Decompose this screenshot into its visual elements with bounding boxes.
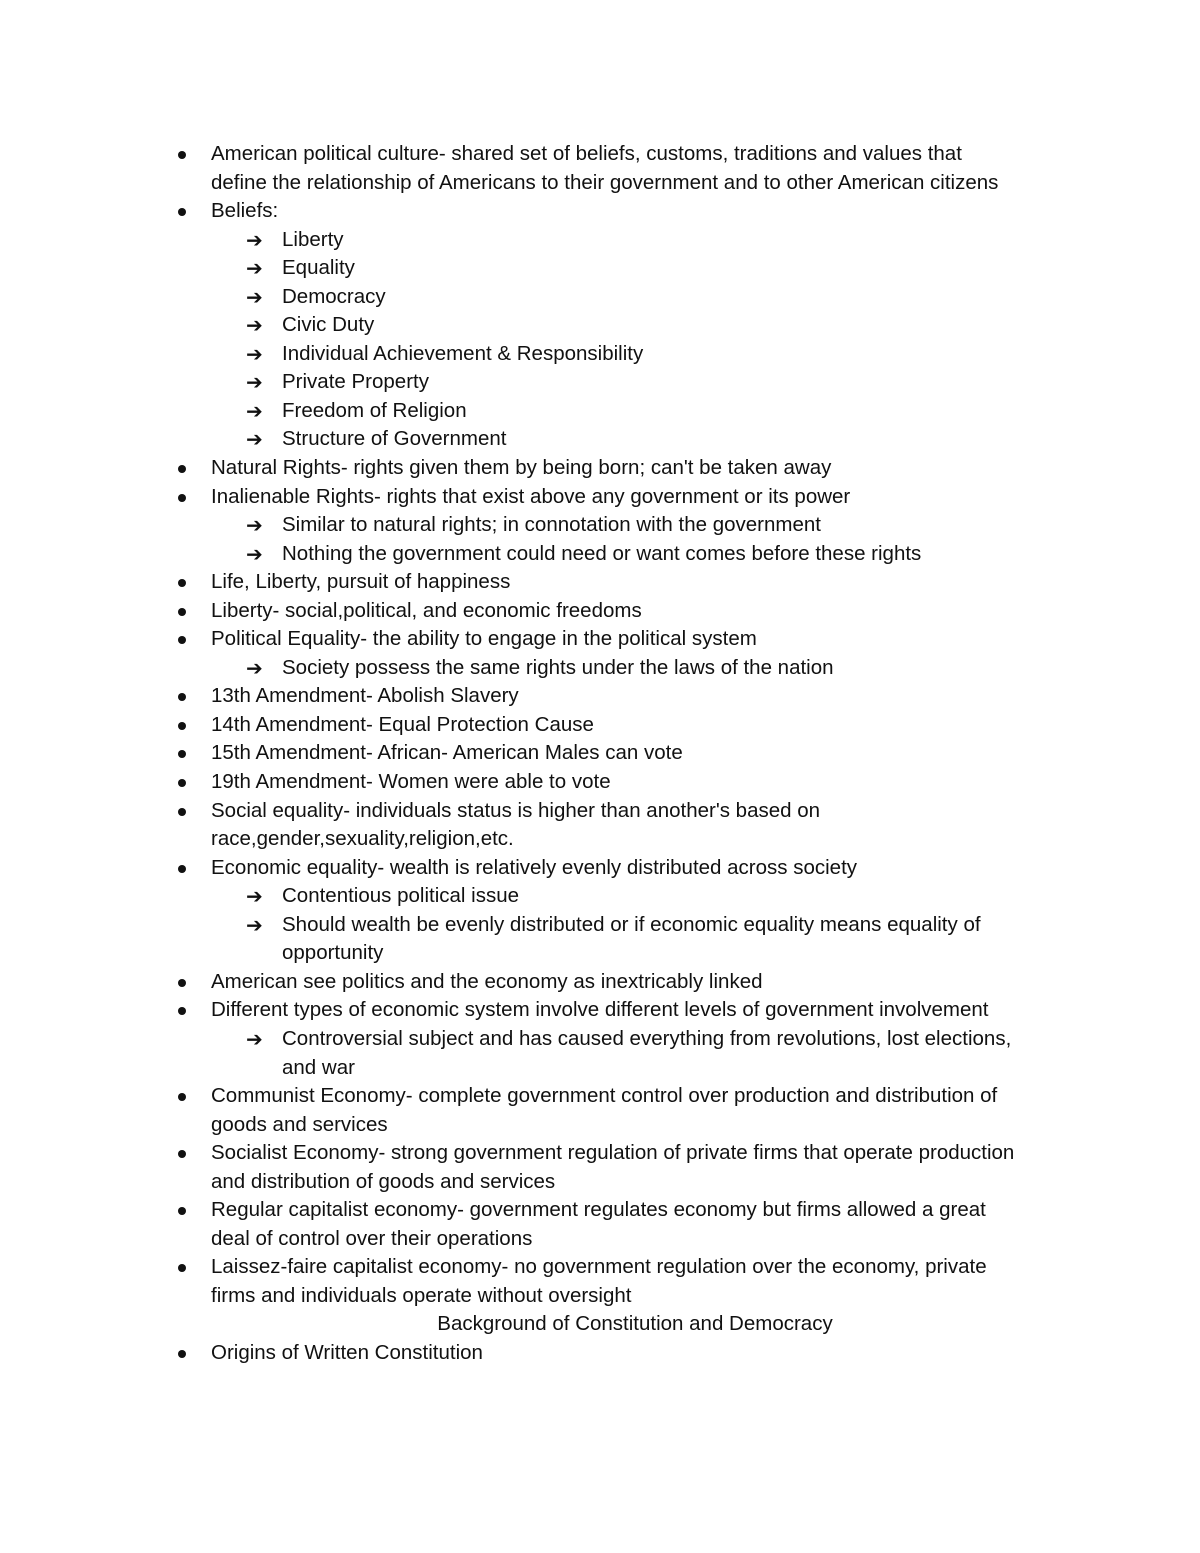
bullet-dot-icon (178, 1264, 186, 1272)
sub-list-item (0, 511, 1200, 540)
line-text: Private Property (282, 370, 429, 394)
line-text: Structure of Government (282, 427, 507, 451)
list-item (0, 854, 1200, 883)
bullet-dot-icon (178, 1093, 186, 1101)
list-item (0, 1339, 1200, 1368)
sub-list-item (0, 311, 1200, 340)
line-text: define the relationship of Americans to their government and to other American citizens (211, 170, 999, 194)
line-text: Similar to natural rights; in connotation with the government (282, 513, 821, 537)
list-item (0, 597, 1200, 626)
list-item (0, 454, 1200, 483)
sub-list-item (0, 226, 1200, 255)
line-text: Origins of Written Constitution (211, 1340, 483, 1364)
arrow-bullet-icon: ➔ (246, 398, 263, 423)
list-item (0, 797, 1200, 826)
line-text: Contentious political issue (282, 884, 520, 908)
arrow-bullet-icon: ➔ (246, 313, 263, 338)
sub-list-item (0, 397, 1200, 426)
line-text: American see politics and the economy as inextricably linked (211, 969, 763, 993)
bullet-dot-icon (178, 608, 186, 616)
line-text: Communist Economy- complete government control over production and distribution of (211, 1084, 998, 1108)
arrow-bullet-icon: ➔ (246, 227, 263, 252)
section-heading (0, 1310, 1200, 1339)
line-text: Liberty- social,political, and economic freedoms (211, 598, 642, 622)
bullet-dot-icon (178, 808, 186, 816)
line-text: American political culture- shared set of beliefs, customs, traditions and values that (211, 142, 962, 165)
line-text: Natural Rights- rights given them by being born; can't be taken away (211, 456, 832, 480)
sub-list-item (0, 654, 1200, 683)
arrow-bullet-icon: ➔ (246, 370, 263, 395)
arrow-bullet-icon: ➔ (246, 256, 263, 281)
list-item (0, 197, 1200, 226)
bullet-dot-icon (178, 722, 186, 730)
sub-list-item (0, 1025, 1200, 1054)
sub-list-item (0, 283, 1200, 312)
line-text: Life, Liberty, pursuit of happiness (211, 570, 511, 594)
line-text: Socialist Economy- strong government regulation of private firms that operate production (211, 1141, 1015, 1165)
arrow-bullet-icon: ➔ (246, 912, 263, 937)
bullet-dot-icon (178, 779, 186, 787)
bullet-dot-icon (178, 693, 186, 701)
line-text: and war (282, 1055, 355, 1079)
line-text: Beliefs: (211, 199, 279, 223)
line-text: Background of Constitution and Democracy (437, 1312, 833, 1336)
sub-list-item (0, 1054, 1200, 1083)
bullet-dot-icon (178, 865, 186, 873)
list-item (0, 1168, 1200, 1197)
list-item (0, 1082, 1200, 1111)
bullet-dot-icon (178, 494, 186, 502)
line-text: Different types of economic system involve different levels of government involvement (211, 998, 989, 1022)
line-text: Inalienable Rights- rights that exist above any government or its power (211, 484, 851, 508)
sub-list-item (0, 911, 1200, 940)
bullet-dot-icon (178, 579, 186, 587)
list-item (0, 768, 1200, 797)
list-item (0, 739, 1200, 768)
list-item (0, 483, 1200, 512)
line-text: and distribution of goods and services (211, 1169, 556, 1193)
bullet-dot-icon (178, 979, 186, 987)
list-item (0, 1253, 1200, 1282)
bullet-dot-icon (178, 465, 186, 473)
line-text: Should wealth be evenly distributed or if economic equality means equality of (282, 912, 981, 936)
bullet-dot-icon (178, 1350, 186, 1358)
list-item (0, 1196, 1200, 1225)
list-item (0, 169, 1200, 198)
line-text: 14th Amendment- Equal Protection Cause (211, 712, 594, 736)
line-text: Controversial subject and has caused everything from revolutions, lost elections, (282, 1026, 1012, 1050)
arrow-bullet-icon: ➔ (246, 884, 263, 909)
sub-list-item (0, 254, 1200, 283)
arrow-bullet-icon: ➔ (246, 541, 263, 566)
line-text: 19th Amendment- Women were able to vote (211, 770, 611, 794)
sub-list-item (0, 368, 1200, 397)
arrow-bullet-icon: ➔ (246, 513, 263, 538)
line-text: opportunity (282, 941, 384, 965)
bullet-dot-icon (178, 1150, 186, 1158)
bullet-dot-icon (178, 208, 186, 216)
list-item (0, 1111, 1200, 1140)
arrow-bullet-icon: ➔ (246, 655, 263, 680)
line-text: Social equality- individuals status is higher than another's based on (211, 798, 821, 822)
arrow-bullet-icon: ➔ (246, 341, 263, 366)
arrow-bullet-icon: ➔ (246, 284, 263, 309)
bullet-dot-icon (178, 750, 186, 758)
line-text: 13th Amendment- Abolish Slavery (211, 684, 519, 708)
line-text: Democracy (282, 284, 386, 308)
bullet-dot-icon (178, 636, 186, 644)
line-text: Freedom of Religion (282, 398, 467, 422)
list-item (0, 711, 1200, 740)
sub-list-item (0, 540, 1200, 569)
line-text: Equality (282, 256, 355, 280)
list-item (0, 682, 1200, 711)
bullet-dot-icon (178, 151, 186, 159)
document-page (0, 140, 1200, 1368)
list-item (0, 996, 1200, 1025)
list-item (0, 1225, 1200, 1254)
list-item (0, 625, 1200, 654)
list-item (0, 968, 1200, 997)
bullet-dot-icon (178, 1007, 186, 1015)
line-text: Liberty (282, 227, 344, 251)
sub-list-item (0, 340, 1200, 369)
sub-list-item (0, 939, 1200, 968)
list-item (0, 568, 1200, 597)
line-text: 15th Amendment- African- American Males can vote (211, 741, 683, 765)
line-text: Society possess the same rights under the laws of the nation (282, 655, 834, 679)
line-text: deal of control over their operations (211, 1226, 533, 1250)
sub-list-item (0, 425, 1200, 454)
line-text: firms and individuals operate without oversight (211, 1283, 632, 1307)
arrow-bullet-icon: ➔ (246, 427, 263, 452)
line-text: Political Equality- the ability to engage in the political system (211, 627, 757, 651)
bullet-dot-icon (178, 1207, 186, 1215)
line-text: Regular capitalist economy- government regulates economy but firms allowed a great (211, 1198, 986, 1222)
line-text: goods and services (211, 1112, 388, 1136)
list-item (0, 1139, 1200, 1168)
line-text: Laissez-faire capitalist economy- no government regulation over the economy, private (211, 1255, 987, 1279)
list-item (0, 1282, 1200, 1311)
list-item (0, 825, 1200, 854)
line-text: Individual Achievement & Responsibility (282, 341, 644, 365)
arrow-bullet-icon: ➔ (246, 1026, 263, 1051)
line-text: Civic Duty (282, 313, 375, 337)
list-item (0, 140, 1200, 169)
line-text: Nothing the government could need or want comes before these rights (282, 541, 922, 565)
sub-list-item (0, 882, 1200, 911)
line-text: race,gender,sexuality,religion,etc. (211, 827, 514, 851)
line-text: Economic equality- wealth is relatively evenly distributed across society (211, 855, 858, 879)
